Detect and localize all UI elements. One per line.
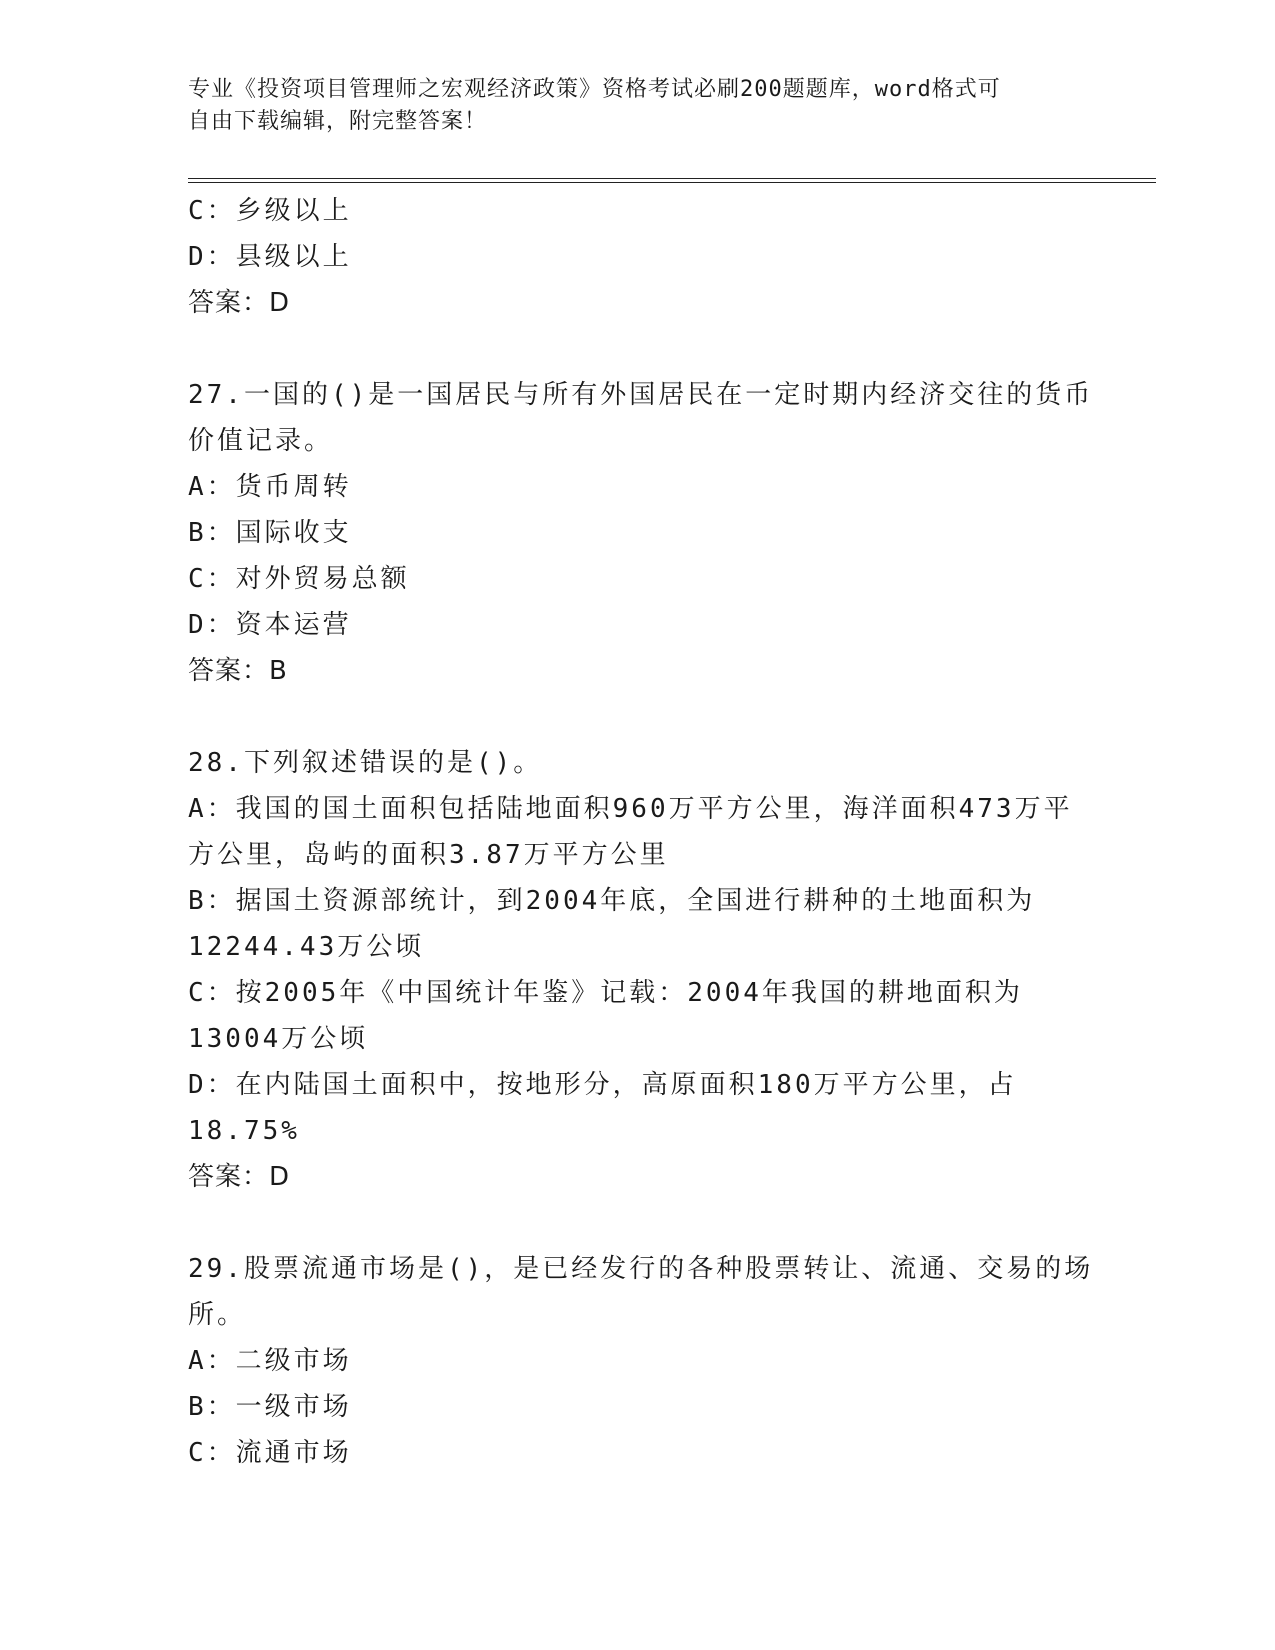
option-c: C：对外贸易总额 (188, 564, 410, 594)
question-stem-continued: 所。 (188, 1300, 247, 1330)
option-c-continued: 13004万公顷 (188, 1024, 369, 1054)
question-26 (188, 188, 1088, 326)
question-stem: 28.下列叙述错误的是()。 (188, 748, 543, 778)
answer: 答案：B (188, 656, 288, 686)
option-c: C：乡级以上 (188, 196, 352, 226)
option-d: D：县级以上 (188, 242, 352, 272)
answer: 答案：D (188, 1162, 291, 1192)
header-line-1: 专业《投资项目管理师之宏观经济政策》资格考试必刷200题题库，word格式可 (188, 77, 1001, 102)
question-stem-continued: 价值记录。 (188, 426, 334, 456)
header-line-2: 自由下载编辑，附完整答案！ (188, 109, 488, 134)
question-27 (188, 372, 1094, 694)
option-c: C：按2005年《中国统计年鉴》记载：2004年我国的耕地面积为 (188, 978, 1023, 1008)
header-divider (188, 178, 1156, 183)
answer: 答案：D (188, 288, 291, 318)
question-stem: 29.股票流通市场是()，是已经发行的各种股票转让、流通、交易的场 (188, 1254, 1094, 1284)
spacer (188, 694, 1088, 740)
option-a-continued: 方公里，岛屿的面积3.87万平方公里 (188, 840, 669, 870)
option-a: A：我国的国土面积包括陆地面积960万平方公里，海洋面积473万平 (188, 794, 1073, 824)
question-stem: 27.一国的()是一国居民与所有外国居民在一定时期内经济交往的货币 (188, 380, 1094, 410)
option-a: A：二级市场 (188, 1346, 352, 1376)
question-28 (188, 740, 1088, 1200)
question-list (188, 188, 1094, 1476)
option-c: C：流通市场 (188, 1438, 352, 1468)
option-d-continued: 18.75% (188, 1116, 300, 1146)
page-header (188, 74, 1088, 138)
question-29 (188, 1246, 1094, 1476)
spacer (188, 1200, 1088, 1246)
option-b: B：据国土资源部统计，到2004年底，全国进行耕种的土地面积为 (188, 886, 1036, 916)
option-d: D：在内陆国土面积中，按地形分，高原面积180万平方公里，占 (188, 1070, 1017, 1100)
option-b: B：一级市场 (188, 1392, 352, 1422)
spacer (188, 326, 1088, 372)
option-b-continued: 12244.43万公顷 (188, 932, 425, 962)
option-b: B：国际收支 (188, 518, 352, 548)
option-d: D：资本运营 (188, 610, 352, 640)
option-a: A：货币周转 (188, 472, 352, 502)
